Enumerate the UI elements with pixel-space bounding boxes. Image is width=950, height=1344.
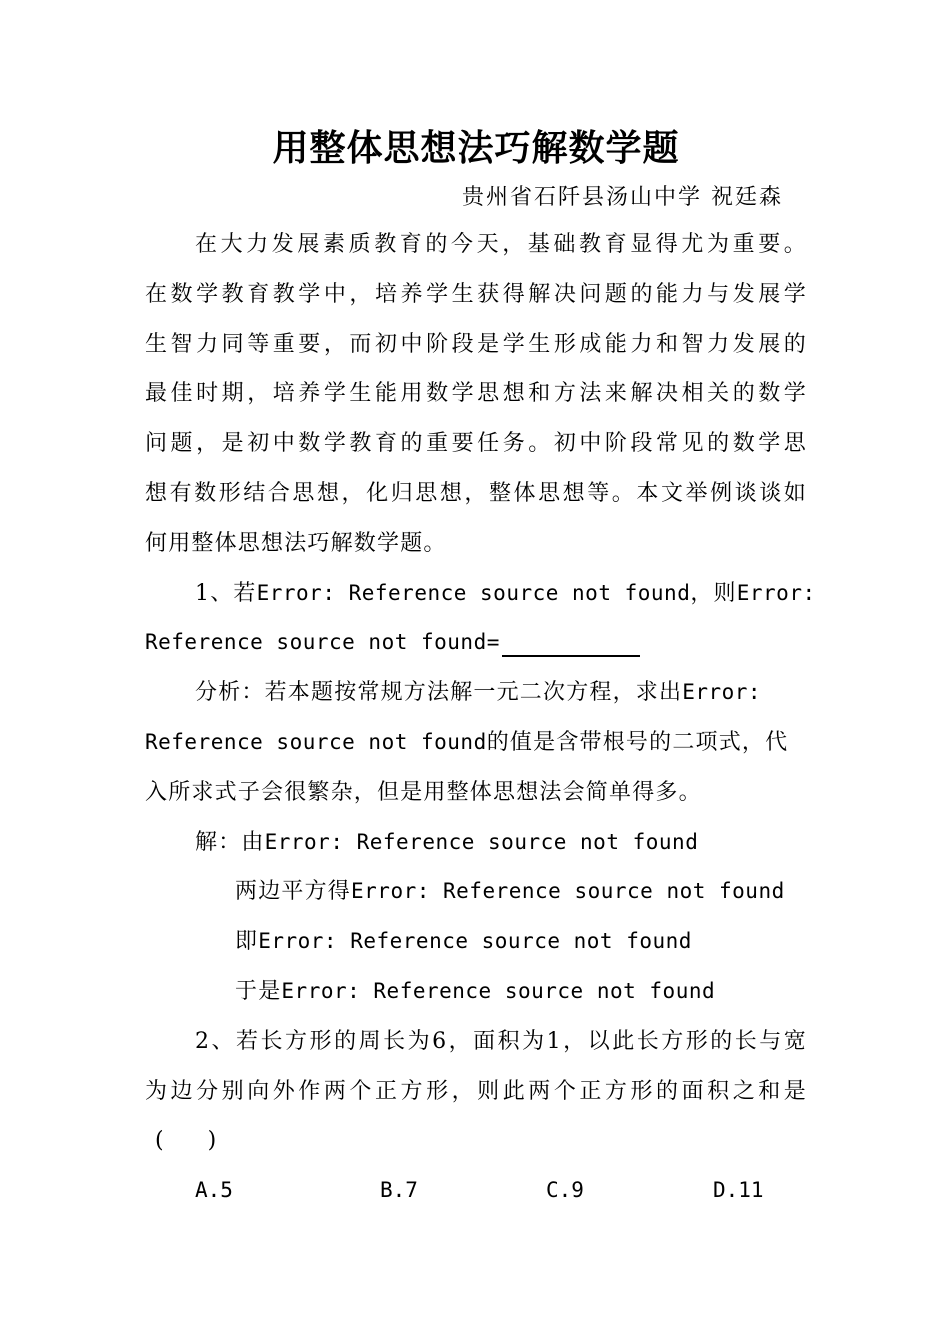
analysis-line <box>145 668 807 718</box>
intro-line: 何用整体思想法巧解数学题。 <box>145 530 447 556</box>
intro-line: 最佳时期，培养学生能用数学思想和方法来解决相关的数学 <box>145 381 807 407</box>
solution-block <box>145 818 807 1017</box>
error-reference: Error: Reference source not found <box>258 929 692 954</box>
error-reference: Error: <box>736 580 816 605</box>
page-title: 用整体思想法巧解数学题 <box>272 127 680 169</box>
error-reference: Reference source not found <box>145 729 487 754</box>
intro-line: 问题，是初中数学教育的重要任务。初中阶段常见的数学思 <box>145 431 807 457</box>
question-1 <box>145 569 816 669</box>
solution-line <box>145 967 807 1017</box>
solution-step: 两边平方得 <box>235 879 352 905</box>
answer-options <box>145 1166 807 1216</box>
equals-sign: = <box>486 630 500 655</box>
solution-step: 于是 <box>235 978 282 1004</box>
option-a: A.5 <box>195 1178 233 1203</box>
question-1-prefix: 1、若 <box>195 580 257 606</box>
analysis-prefix: 分析：若本题按常规方法解一元二次方程，求出 <box>195 680 683 706</box>
intro-line: 生智力同等重要，而初中阶段是学生形成能力和智力发展的 <box>145 331 807 357</box>
solution-label: 解： <box>195 829 242 855</box>
analysis-line <box>145 718 807 768</box>
intro-paragraph <box>145 220 807 569</box>
question-2 <box>145 1017 807 1216</box>
solution-step: 即 <box>235 929 259 955</box>
intro-line: 在大力发展素质教育的今天，基础教育显得尤为重要。 <box>195 232 807 257</box>
analysis-paragraph <box>145 668 807 817</box>
intro-line: 在数学教育教学中，培养学生获得解决问题的能力与发展学 <box>145 281 807 307</box>
question-1-line <box>145 618 807 668</box>
question-2-line: 为边分别向外作两个正方形，则此两个正方形的面积之和是 <box>145 1078 807 1104</box>
author-line: 贵州省石阡县汤山中学 祝廷森 <box>462 185 783 210</box>
error-reference: Error: Reference source not found <box>264 829 699 854</box>
solution-line <box>145 818 807 868</box>
analysis-line: 入所求式子会很繁杂，但是用整体思想法会简单得多。 <box>145 779 702 805</box>
analysis-text: 的值是含带根号的二项式，代 <box>486 729 789 755</box>
intro-line: 想有数形结合思想，化归思想，整体思想等。本文举例谈谈如 <box>145 480 807 506</box>
solution-line <box>145 917 807 967</box>
option-c: C.9 <box>546 1178 584 1203</box>
answer-parentheses: ( ) <box>155 1128 217 1154</box>
solution-line <box>145 867 807 917</box>
question-1-mid: ，则 <box>690 580 737 606</box>
question-2-line: 2、若长方形的周长为6，面积为1，以此长方形的长与宽 <box>195 1028 807 1054</box>
answer-blank <box>502 627 640 657</box>
error-reference: Error: Reference source not found <box>256 580 691 605</box>
solution-step: 由 <box>241 829 265 855</box>
option-b: B.7 <box>380 1178 418 1203</box>
error-reference: Error: Reference source not found <box>281 978 716 1003</box>
error-reference: Error: <box>682 680 762 705</box>
document-page <box>145 120 816 1216</box>
error-reference: Reference source not found <box>145 630 487 655</box>
option-d: D.11 <box>713 1178 764 1203</box>
question-1-line <box>145 569 816 619</box>
error-reference: Error: Reference source not found <box>351 879 785 904</box>
